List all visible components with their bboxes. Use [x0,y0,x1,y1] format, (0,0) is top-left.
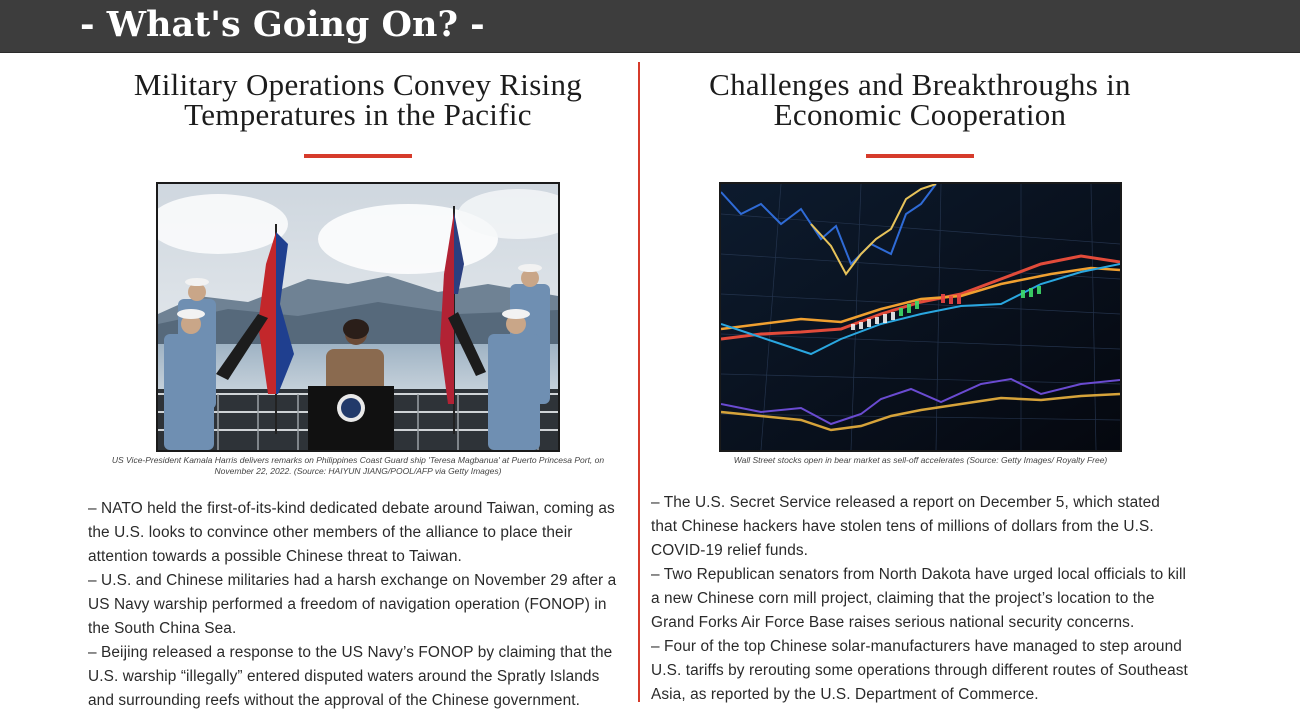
right-paragraph: – Two Republican senators from North Dakota have urged local officials to kill a new Chinese corn mill project, claiming that the project’s location to the Grand Forks Air Force Base raises serious national security concerns. [651,566,1187,631]
stock-market-chart-photo [719,182,1122,452]
right-paragraph: – The U.S. Secret Service released a report on December 5, which stated that Chinese hackers have stolen tens of millions of dollars from the U.S. COVID-19 relief funds. [651,494,1160,559]
left-article-body [88,497,628,713]
right-figure [719,182,1122,466]
left-paragraph: – Beijing released a response to the US Navy’s FONOP by claiming that the U.S. warship “illegally” entered disputed waters around the Spratly Islands and surrounding reefs without the approval of the Chinese government. [88,644,613,709]
right-article-body [651,491,1189,707]
harris-coast-guard-photo [156,182,560,452]
right-headline: Challenges and Breakthroughs in Economic Cooperation [709,67,1131,132]
banner-title: - What's Going On? - [80,4,485,45]
left-headline-rule [304,154,412,158]
left-figure [111,182,605,477]
left-paragraph: – U.S. and Chinese militaries had a harsh exchange on November 29 after a US Navy warship performed a freedom of navigation operation (FONOP) in the South China Sea. [88,572,617,637]
right-photo-caption: Wall Street stocks open in bear market as sell-off accelerates (Source: Getty Images/ Royalty Free) [733,455,1108,465]
left-photo-caption: US Vice-President Kamala Harris delivers remarks on Philippines Coast Guard ship 'Teresa Magbanua' at Puerto Princesa Port, on November 22, 2022. (Source: HAIYUN JIANG/POOL/AFP via Getty Images) [111,455,605,476]
right-paragraph: – Four of the top Chinese solar-manufacturers have managed to step around U.S. tariffs by rerouting some operations through different routes of Southeast Asia, as reported by the U.S. Department of Commerce. [651,638,1188,703]
right-column [651,67,1189,707]
left-paragraph: – NATO held the first-of-its-kind dedicated debate around Taiwan, coming as the U.S. looks to convince other members of the alliance to place their attention towards a possible Chinese threat to Taiwan. [88,500,615,565]
left-column [88,67,628,713]
top-banner [0,0,1300,53]
right-headline-rule [866,154,974,158]
left-headline: Military Operations Convey Rising Temperatures in the Pacific [133,67,583,132]
column-divider [638,62,640,702]
